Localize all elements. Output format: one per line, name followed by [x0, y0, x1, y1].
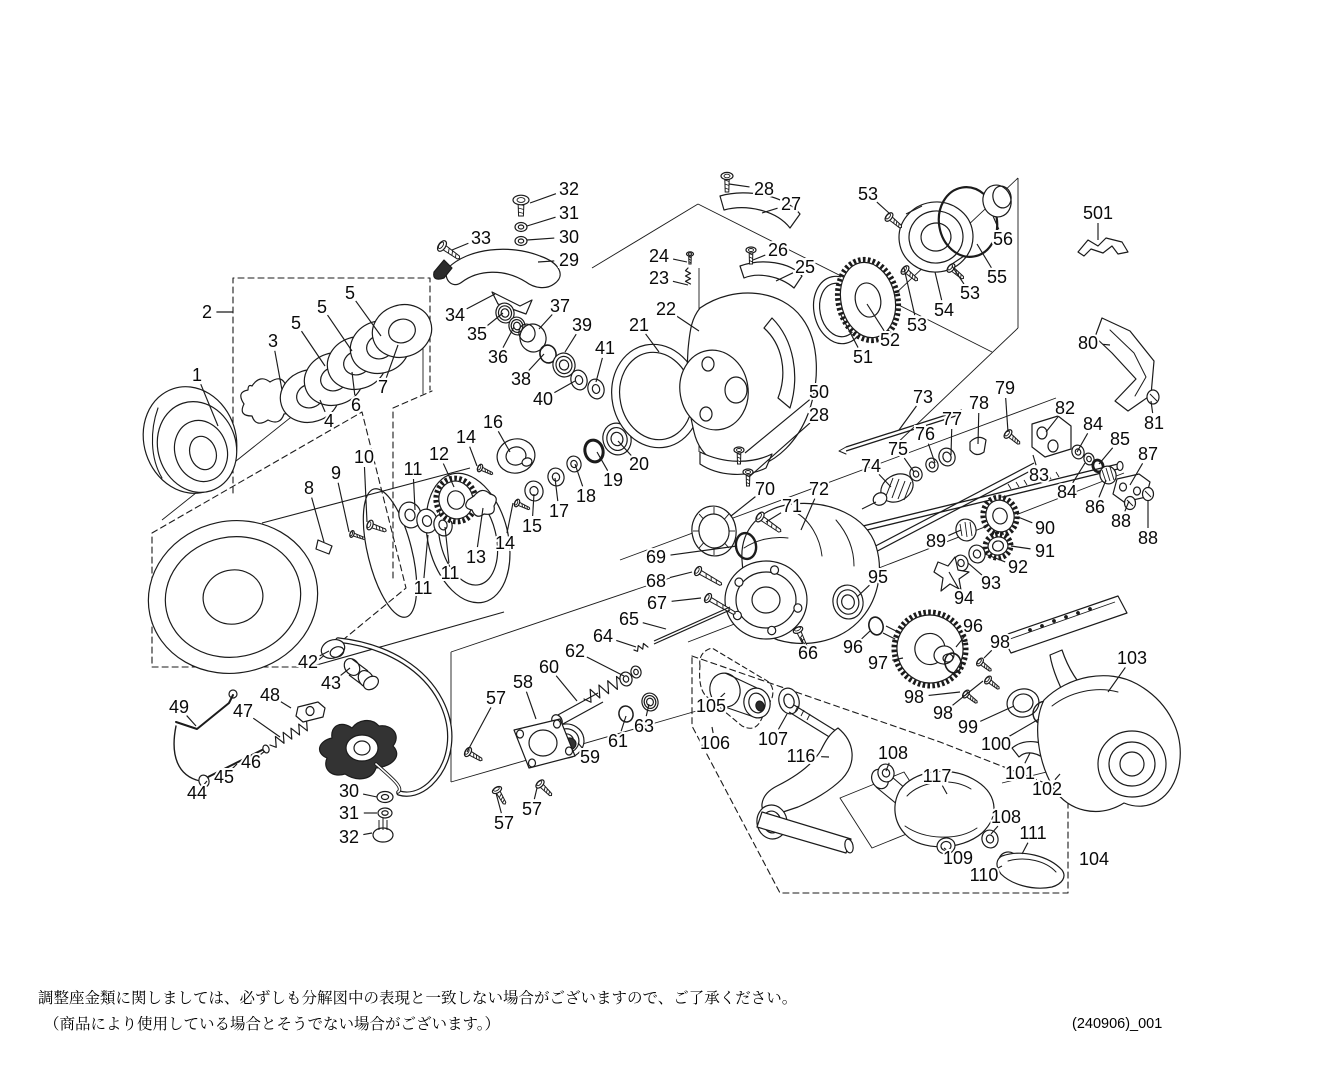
svg-text:91: 91: [1034, 541, 1056, 561]
part-label-53: [952, 266, 980, 303]
footer-note-line1: 調整座金類に関しましては、必ずしも分解図中の表現と一致しない場合がございますので、ご了承ください。: [38, 990, 798, 1007]
part-label-47: [233, 701, 280, 737]
part-label-86: [1085, 480, 1106, 517]
svg-text:28: 28: [753, 179, 775, 199]
part-label-54: [934, 272, 954, 320]
part-label-64: [593, 626, 636, 647]
part-label-22: [656, 299, 699, 331]
part-label-37: [539, 296, 570, 329]
svg-text:43: 43: [320, 673, 342, 693]
svg-text:87: 87: [1137, 444, 1159, 464]
svg-text:59: 59: [579, 747, 601, 767]
svg-text:11: 11: [413, 578, 433, 598]
svg-text:106: 106: [699, 733, 731, 753]
part-label-81: [1144, 401, 1164, 433]
svg-text:108: 108: [877, 743, 909, 763]
part-label-40: [533, 381, 575, 409]
svg-text:49: 49: [168, 697, 190, 717]
svg-text:56: 56: [992, 229, 1014, 249]
svg-text:501: 501: [1082, 203, 1114, 223]
part-label-38: [511, 354, 544, 389]
part-label-30: [527, 227, 579, 247]
svg-text:102: 102: [1031, 779, 1063, 799]
part-label-501: [1083, 203, 1113, 240]
part-label-60: [539, 657, 577, 701]
part-label-59: [578, 743, 600, 767]
svg-text:22: 22: [655, 299, 677, 319]
svg-text:82: 82: [1054, 398, 1076, 418]
svg-text:27: 27: [780, 194, 802, 214]
svg-text:24: 24: [648, 246, 670, 266]
svg-text:45: 45: [213, 767, 235, 787]
svg-text:66: 66: [797, 643, 819, 663]
part-label-31: [527, 203, 579, 226]
part-label-98: [984, 632, 1010, 658]
svg-text:51: 51: [852, 347, 874, 367]
svg-text:40: 40: [532, 389, 554, 409]
part-label-84: [1077, 414, 1103, 452]
svg-text:77: 77: [941, 409, 963, 429]
svg-text:107: 107: [757, 729, 789, 749]
part-label-107: [758, 714, 788, 749]
svg-text:2: 2: [201, 302, 213, 322]
svg-text:48: 48: [259, 685, 281, 705]
part-label-76: [915, 424, 935, 463]
svg-text:41: 41: [594, 338, 616, 358]
svg-text:36: 36: [487, 347, 509, 367]
svg-text:108: 108: [990, 807, 1022, 827]
svg-text:3: 3: [267, 331, 279, 351]
svg-text:16: 16: [482, 412, 504, 432]
part-label-43: [321, 668, 350, 693]
svg-text:7: 7: [377, 377, 389, 397]
part-label-19: [597, 452, 623, 490]
svg-text:8: 8: [303, 478, 315, 498]
part-label-110: [970, 865, 1002, 885]
svg-text:61: 61: [607, 731, 629, 751]
part-label-57: [467, 688, 506, 752]
svg-text:117: 117: [922, 766, 952, 786]
svg-text:23: 23: [648, 268, 670, 288]
svg-text:79: 79: [994, 378, 1016, 398]
svg-text:53: 53: [959, 283, 981, 303]
svg-text:60: 60: [538, 657, 560, 677]
svg-text:68: 68: [645, 571, 667, 591]
svg-text:5: 5: [290, 313, 302, 333]
svg-text:38: 38: [510, 369, 532, 389]
svg-text:70: 70: [754, 479, 776, 499]
svg-text:90: 90: [1034, 518, 1056, 538]
part-label-23: [649, 268, 688, 288]
svg-text:64: 64: [592, 626, 614, 646]
svg-text:10: 10: [353, 447, 375, 467]
svg-text:53: 53: [857, 184, 879, 204]
svg-text:57: 57: [521, 799, 543, 819]
part-label-24: [649, 246, 687, 266]
svg-text:11: 11: [403, 459, 423, 479]
part-label-2: [202, 302, 233, 322]
svg-text:111: 111: [1019, 823, 1047, 843]
svg-text:5: 5: [316, 297, 328, 317]
part-label-33: [452, 228, 491, 250]
part-label-101: [1005, 753, 1035, 783]
svg-text:74: 74: [860, 456, 882, 476]
svg-text:75: 75: [887, 439, 909, 459]
part-label-85: [1099, 429, 1130, 464]
svg-text:85: 85: [1109, 429, 1131, 449]
svg-text:52: 52: [879, 330, 901, 350]
part-label-111: [1019, 823, 1046, 854]
part-label-48: [260, 685, 291, 708]
svg-text:84: 84: [1056, 482, 1078, 502]
svg-text:32: 32: [338, 827, 360, 847]
svg-text:63: 63: [633, 716, 655, 736]
svg-text:31: 31: [558, 203, 580, 223]
svg-text:94: 94: [953, 588, 975, 608]
svg-text:15: 15: [521, 516, 543, 536]
svg-text:14: 14: [494, 533, 516, 553]
part-label-88: [1138, 500, 1158, 548]
part-label-90: [1018, 517, 1055, 538]
svg-text:26: 26: [767, 240, 789, 260]
svg-text:50: 50: [808, 382, 830, 402]
part-label-31: [339, 803, 377, 823]
svg-text:5: 5: [344, 283, 356, 303]
svg-text:33: 33: [470, 228, 492, 248]
part-label-39: [565, 315, 592, 352]
part-label-99: [958, 706, 1014, 737]
part-label-75: [888, 439, 914, 472]
svg-text:100: 100: [980, 734, 1012, 754]
svg-text:44: 44: [186, 783, 208, 803]
svg-text:30: 30: [558, 227, 580, 247]
part-label-36: [488, 327, 514, 367]
svg-text:62: 62: [564, 641, 586, 661]
svg-text:110: 110: [969, 865, 999, 885]
svg-text:88: 88: [1137, 528, 1159, 548]
part-label-44: [187, 781, 207, 803]
part-label-16: [483, 412, 510, 452]
part-label-84: [1057, 463, 1085, 502]
svg-text:12: 12: [428, 444, 450, 464]
svg-text:53: 53: [906, 315, 928, 335]
svg-text:105: 105: [695, 696, 727, 716]
svg-text:86: 86: [1084, 497, 1106, 517]
svg-text:58: 58: [512, 672, 534, 692]
part-label-67: [647, 593, 701, 613]
svg-text:65: 65: [618, 609, 640, 629]
part-label-5: [291, 313, 325, 366]
svg-text:98: 98: [903, 687, 925, 707]
svg-text:17: 17: [548, 501, 570, 521]
part-label-8: [304, 478, 324, 542]
part-label-53: [858, 184, 889, 213]
svg-text:88: 88: [1110, 511, 1132, 531]
svg-text:103: 103: [1116, 648, 1148, 668]
svg-text:9: 9: [330, 463, 342, 483]
part-label-46: [241, 751, 265, 772]
part-label-109: [943, 848, 973, 868]
part-label-34: [445, 294, 495, 325]
svg-text:67: 67: [646, 593, 668, 613]
svg-text:19: 19: [602, 470, 624, 490]
svg-text:28: 28: [808, 405, 830, 425]
part-label-41: [595, 338, 615, 382]
part-label-57: [522, 788, 542, 819]
svg-text:104: 104: [1078, 849, 1110, 869]
part-label-78: [969, 393, 989, 444]
part-label-58: [513, 672, 536, 719]
svg-text:6: 6: [350, 395, 362, 415]
svg-text:55: 55: [986, 267, 1008, 287]
svg-text:39: 39: [571, 315, 593, 335]
part-number-labels: [169, 179, 1164, 885]
svg-text:93: 93: [980, 573, 1002, 593]
svg-text:32: 32: [558, 179, 580, 199]
svg-text:97: 97: [867, 653, 889, 673]
part-label-30: [339, 781, 377, 801]
part-label-105: [696, 693, 726, 716]
svg-text:46: 46: [240, 752, 262, 772]
svg-text:89: 89: [925, 531, 947, 551]
part-label-5: [317, 297, 352, 351]
svg-text:31: 31: [338, 803, 360, 823]
part-label-62: [565, 641, 624, 676]
svg-text:98: 98: [989, 632, 1011, 652]
part-label-68: [646, 571, 692, 591]
part-label-106: [700, 727, 730, 753]
svg-text:47: 47: [232, 701, 254, 721]
part-label-9: [331, 463, 349, 532]
svg-text:13: 13: [465, 547, 487, 567]
svg-text:101: 101: [1004, 763, 1036, 783]
part-label-45: [214, 764, 237, 787]
svg-text:116: 116: [786, 746, 816, 766]
svg-text:78: 78: [968, 393, 990, 413]
svg-text:35: 35: [466, 324, 488, 344]
svg-text:95: 95: [867, 567, 889, 587]
svg-text:54: 54: [933, 300, 955, 320]
svg-text:81: 81: [1143, 413, 1165, 433]
svg-text:25: 25: [794, 257, 816, 277]
part-label-35: [467, 313, 503, 344]
svg-text:4: 4: [323, 411, 335, 431]
svg-text:57: 57: [485, 688, 507, 708]
part-label-79: [995, 378, 1015, 432]
svg-text:21: 21: [628, 315, 650, 335]
svg-text:18: 18: [575, 486, 597, 506]
svg-text:92: 92: [1007, 557, 1029, 577]
part-label-55: [977, 244, 1007, 287]
part-label-83: [1029, 455, 1049, 485]
svg-text:72: 72: [808, 479, 830, 499]
svg-text:96: 96: [962, 616, 984, 636]
part-label-49: [169, 697, 196, 726]
svg-text:1: 1: [191, 365, 203, 385]
svg-text:29: 29: [558, 250, 580, 270]
svg-text:34: 34: [444, 305, 466, 325]
svg-text:11: 11: [440, 563, 460, 583]
svg-text:30: 30: [338, 781, 360, 801]
svg-text:37: 37: [549, 296, 571, 316]
svg-text:96: 96: [842, 637, 864, 657]
svg-text:84: 84: [1082, 414, 1104, 434]
part-label-26: [753, 240, 788, 260]
svg-text:20: 20: [628, 454, 650, 474]
document-id: (240906)_001: [1072, 1016, 1163, 1032]
part-label-32: [530, 179, 579, 203]
svg-text:73: 73: [912, 387, 934, 407]
part-label-89: [926, 530, 961, 551]
part-label-104: [1079, 849, 1109, 869]
footer-note-line2: （商品により使用している場合とそうでない場合がございます。）: [44, 1016, 501, 1033]
svg-text:76: 76: [914, 424, 936, 444]
part-label-108: [991, 807, 1021, 834]
part-label-14: [456, 427, 477, 466]
svg-text:71: 71: [781, 496, 803, 516]
svg-text:42: 42: [297, 652, 319, 672]
part-label-96: [843, 631, 870, 657]
svg-text:57: 57: [493, 813, 515, 833]
svg-text:14: 14: [455, 427, 477, 447]
svg-text:69: 69: [645, 547, 667, 567]
part-label-32: [339, 827, 372, 847]
svg-text:109: 109: [942, 848, 974, 868]
svg-text:83: 83: [1028, 465, 1050, 485]
svg-text:98: 98: [932, 703, 954, 723]
svg-text:80: 80: [1077, 333, 1099, 353]
svg-text:99: 99: [957, 717, 979, 737]
